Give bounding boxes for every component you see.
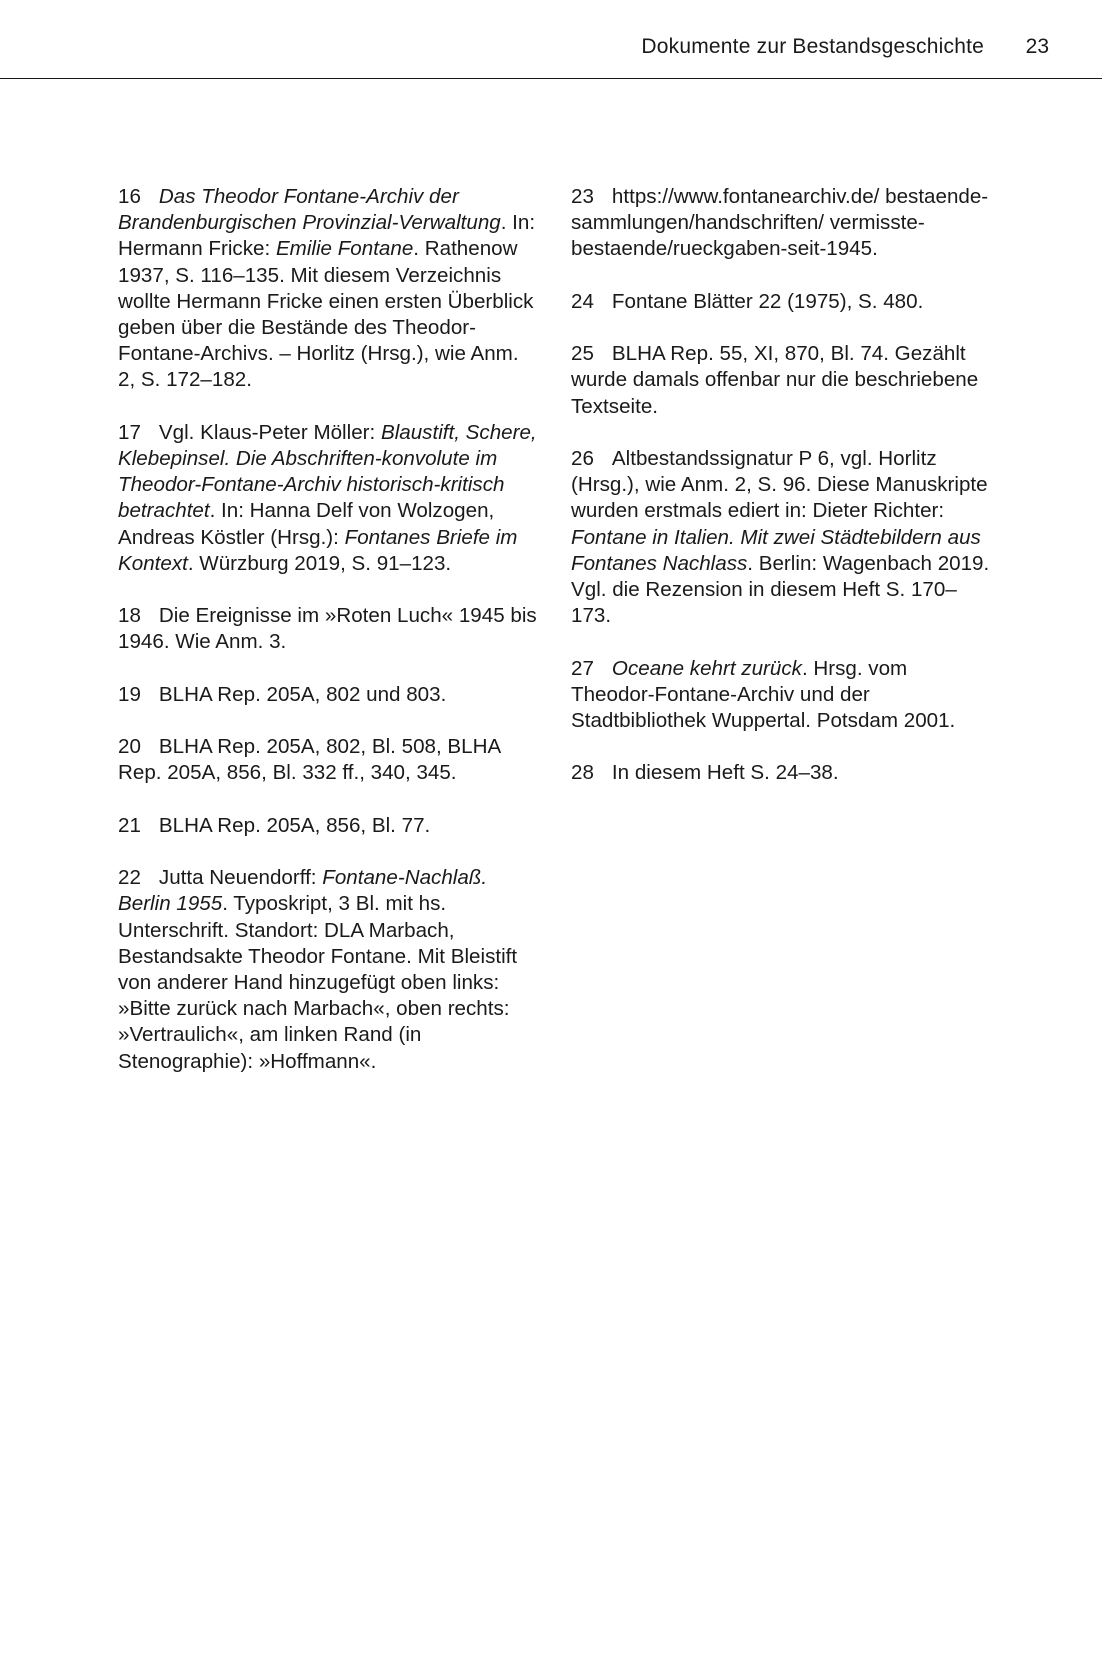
footnote-text: . Rathenow 1937, S. 116–135. Mit diesem Verzeichnis wollte Hermann Fricke einen ersten Überblick geben über die Bestände des Theodor-Fontane-Archivs. – Horlitz (Hrsg.), wie Anm. 2, S. 172–182.	[118, 237, 534, 392]
footnote	[118, 734, 538, 786]
footnotes-column-right	[571, 184, 991, 813]
footnote	[118, 682, 538, 708]
footnote-number: 18	[118, 604, 141, 628]
footnote	[571, 341, 991, 420]
footnote-text: Altbestandssignatur P 6, vgl. Horlitz (Hrsg.), wie Anm. 2, S. 96. Diese Manuskripte wurden erstmals ediert in: Dieter Richter:	[571, 446, 988, 523]
footnote-title-text: Das Theodor Fontane-Archiv der Brandenburgischen Provinzial-Verwaltung	[118, 185, 501, 235]
footnote-text: . In: Hanna Delf von Wolzogen, Andreas Köstler (Hrsg.):	[118, 499, 495, 549]
footnote-number: 21	[118, 813, 141, 837]
running-header	[0, 0, 1102, 79]
footnote-number: 25	[571, 342, 594, 366]
footnote-text: . In: Hermann Fricke:	[118, 211, 536, 261]
footnote-text: BLHA Rep. 55, XI, 870, Bl. 74. Gezählt wurde damals offenbar nur die beschriebene Textseite.	[571, 342, 979, 418]
footnote-text: BLHA Rep. 205A, 802, Bl. 508, BLHA Rep. 205A, 856, Bl. 332 ff., 340, 345.	[118, 735, 501, 785]
footnote	[571, 760, 991, 786]
footnote	[118, 865, 538, 1075]
footnote-title-text: Fontane in Italien. Mit zwei Städtebildern aus Fontanes Nachlass	[571, 525, 981, 575]
footnote-text: BLHA Rep. 205A, 856, Bl. 77.	[158, 813, 431, 837]
footnote-number: 26	[571, 446, 594, 470]
footnote-number: 27	[571, 656, 594, 680]
footnote	[571, 446, 991, 629]
footnote-title-text: Blaustift, Schere, Klebepinsel. Die Abschriften-konvolute im Theodor-Fontane-Archiv historisch-kritisch betrachtet	[118, 420, 537, 523]
running-header-title: Dokumente zur Bestandsgeschichte	[641, 35, 984, 58]
footnote-text: BLHA Rep. 205A, 802 und 803.	[158, 682, 447, 706]
footnote	[118, 603, 538, 655]
footnote	[571, 289, 991, 315]
footnote-number: 28	[571, 761, 594, 785]
footnote-number: 20	[118, 735, 141, 759]
footnote-number: 22	[118, 866, 141, 890]
page-number: 23	[1025, 35, 1049, 58]
footnote	[118, 813, 538, 839]
footnote-number: 24	[571, 289, 594, 313]
footnote-text: . Berlin: Wagenbach 2019. Vgl. die Rezension in diesem Heft S. 170–173.	[571, 551, 990, 628]
footnote-text: Die Ereignisse im »Roten Luch« 1945 bis 1946. Wie Anm. 3.	[118, 604, 537, 654]
footnote-title-text: Fontanes Briefe im Kontext	[118, 525, 518, 575]
footnote-number: 23	[571, 185, 594, 208]
footnote-title-text: Emilie Fontane	[275, 237, 414, 261]
footnote-number: 17	[118, 420, 141, 444]
footnote	[118, 420, 538, 577]
footnotes-column-left	[118, 184, 538, 1101]
footnote-text: . Typoskript, 3 Bl. mit hs. Unterschrift. Standort: DLA Marbach, Bestandsakte Theodor Fontane. Mit Bleistift von anderer Hand hinzugefügt oben links: »Bitte zurück nach Marbach«, oben rechts: »Vertraulich«, am linken Rand (in Stenographie): »Hoffmann«.	[118, 892, 518, 1073]
footnote-text: In diesem Heft S. 24–38.	[611, 761, 839, 785]
footnote-number: 16	[118, 185, 141, 208]
footnote-text: https://www.fontanearchiv.de/ bestaende-sammlungen/handschriften/ vermisste-bestaende/rueckgaben-seit-1945.	[571, 185, 989, 261]
footnote	[571, 656, 991, 735]
footnote-text: . Hrsg. vom Theodor-Fontane-Archiv und der Stadtbibliothek Wuppertal. Potsdam 2001.	[571, 656, 956, 732]
footnote-text: Jutta Neuendorff:	[158, 866, 323, 890]
footnote	[118, 184, 538, 394]
footnote-number: 19	[118, 682, 141, 706]
footnote-text: Fontane Blätter 22 (1975), S. 480.	[611, 289, 924, 313]
footnote-title-text: Fontane-Nachlaß. Berlin 1955	[118, 866, 488, 916]
footnote	[571, 184, 991, 263]
footnote-title-text: Oceane kehrt zurück	[611, 656, 802, 680]
footnote-text: . Würzburg 2019, S. 91–123.	[187, 551, 452, 575]
footnote-text: Vgl. Klaus-Peter Möller:	[158, 420, 381, 444]
